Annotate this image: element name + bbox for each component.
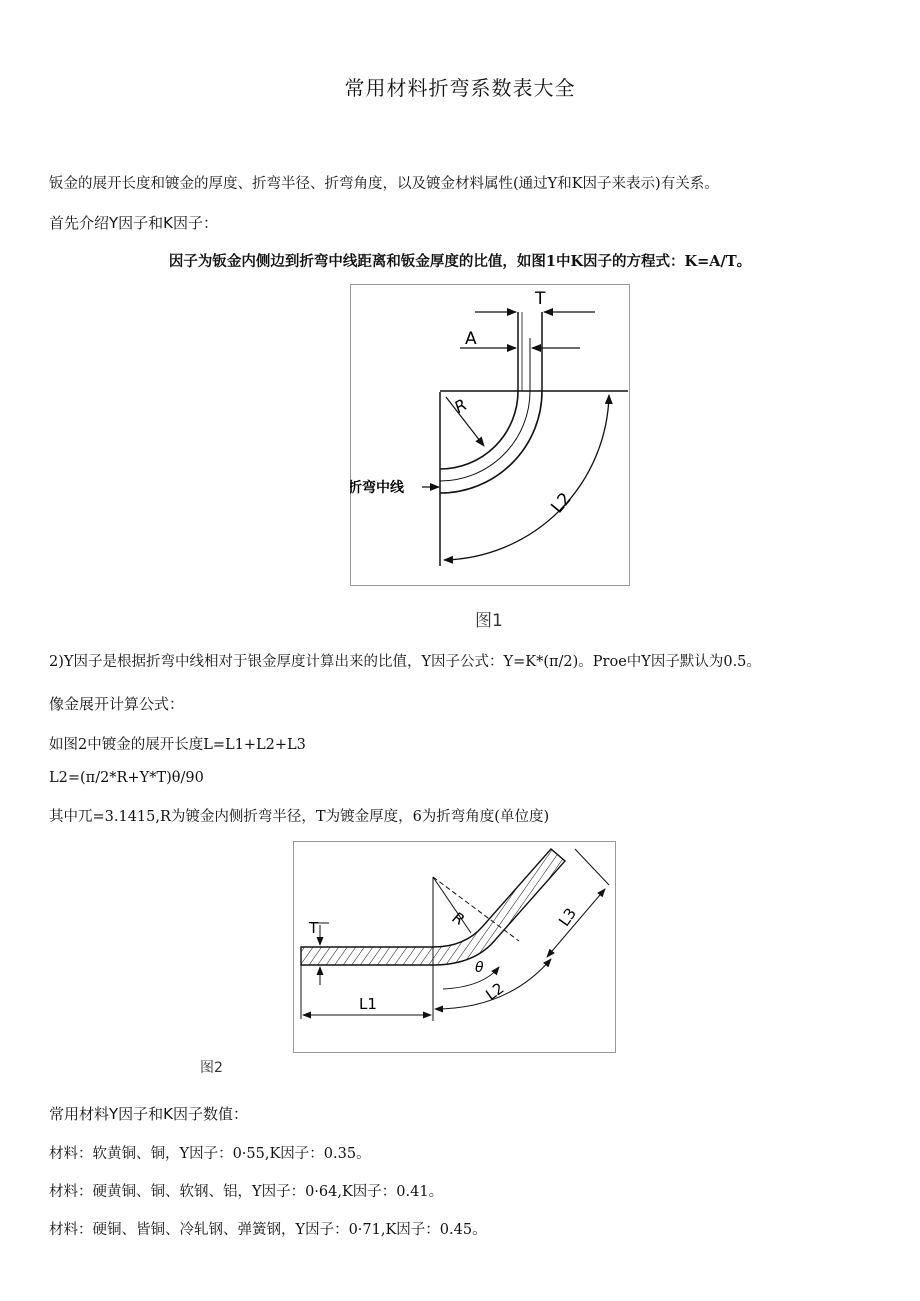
section-heading-factors: 首先介绍Y因子和K因子： [49,214,219,232]
label-neutral-line: 折弯中线 [350,480,404,496]
section-heading-materials: 常用材料Y因子和K因子数值： [49,1105,249,1123]
intro-paragraph: 钣金的展开长度和镀金的厚度、折弯半径、折弯角度，以及镀金材料属性(通过Y和K因子来表示)有关系。 [49,176,719,192]
y-factor-paragraph: 2)Y因子是根据折弯中线相对于银金厚度计算出来的比值，Y因子公式：Y=K*(π/2)。Proe中Y因子默认为0.5。 [49,654,761,670]
label-theta: θ [475,960,484,976]
material-line: 材料：软黄铜、铜，Y因子：0·55,K因子：0.35。 [49,1146,371,1162]
formula-intro: 如图2中镀金的展开长度L=L1+L2+L3 [49,737,306,753]
label-l2: L2 [482,979,508,1005]
material-line: 材料：硬铜、皆铜、冷轧钢、弹簧钢，Y因子：0·71,K因子：0.45。 [49,1222,487,1238]
figure-1-diagram [350,284,630,586]
material-line: 材料：硬黄铜、铜、软钢、铝，Y因子：0·64,K因子：0.41。 [49,1184,444,1200]
formula-l2: L2=(π/2*R+Y*T)θ/90 [49,770,204,786]
formula-note: 其中兀=3.1415,R为镀金内侧折弯半径，T为镀金厚度，6为折弯角度(单位度) [49,809,550,825]
label-l1: L1 [359,995,377,1013]
label-r: R [451,394,471,417]
label-a: A [465,329,477,349]
k-factor-definition: 因子为钣金内侧边到折弯中线距离和钣金厚度的比值，如图1中K因子的方程式：K=A/T。 [168,253,752,270]
label-l3: L3 [555,904,581,930]
figure-2-caption: 图2 [200,1060,223,1076]
page-title: 常用材料折弯系数表大全 [344,76,576,100]
section-heading-formula: 像金展开计算公式： [49,695,185,713]
figure-1-caption: 图1 [475,611,503,631]
label-r: R [449,908,468,930]
label-l2: L2 [547,488,576,518]
label-t: T [535,289,546,309]
figure-2-diagram [293,841,616,1053]
label-t: T [309,919,319,937]
